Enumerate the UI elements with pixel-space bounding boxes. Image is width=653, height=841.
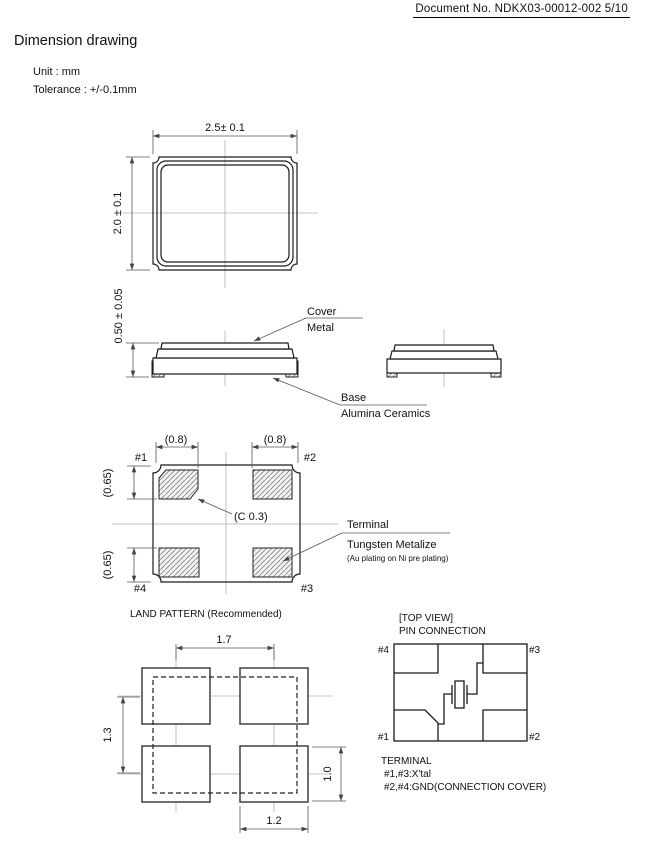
pin-connection-title: PIN CONNECTION <box>399 626 486 637</box>
terminal-pad-4 <box>159 548 199 577</box>
pin-connection <box>378 613 546 793</box>
pitch-vertical-text: 1.3 <box>102 727 114 743</box>
base-callout <box>273 378 431 420</box>
pin3-label: #3 <box>529 645 541 656</box>
pin3-label: #3 <box>300 583 314 595</box>
pad-width-right-text: (0.8) <box>263 434 287 446</box>
terminal-line1: #1,#3:X'tal <box>384 769 431 780</box>
base-material-label: Alumina Ceramics <box>341 408 431 420</box>
document-number: Document No. NDKX03-00012-002 5/10 <box>413 3 630 18</box>
pad-width-dimension-right <box>252 434 298 468</box>
base-body <box>153 358 297 374</box>
terminal-plating-label: (Au plating on Ni pre plating) <box>347 554 449 563</box>
pad-width-text: 1.2 <box>266 815 282 827</box>
crystal-body <box>455 681 464 708</box>
top-view-label: [TOP VIEW] <box>399 613 454 624</box>
chamfer-dim-text: (C 0.3) <box>234 511 268 523</box>
crystal-symbol <box>438 663 483 724</box>
tolerance-note: Tolerance : +/-0.1mm <box>33 84 137 96</box>
lid-top <box>394 345 494 351</box>
pad-height-bottom-text: (0.65) <box>102 550 114 580</box>
pad-height-text: 1.0 <box>322 766 334 782</box>
land-pad-top-left <box>142 668 210 724</box>
lid-flange <box>390 351 498 359</box>
pin1-label: #1 <box>134 452 148 464</box>
thickness-dim-text: 0.50 ± 0.05 <box>113 288 125 344</box>
pad-2-outline <box>483 710 527 741</box>
top-view <box>112 122 318 288</box>
package-outline <box>394 644 527 741</box>
bottom-view <box>102 434 450 595</box>
side-view-right <box>387 329 501 387</box>
height-dim-text: 2.0 ± 0.1 <box>112 191 124 235</box>
base-label: Base <box>341 392 367 404</box>
pad-width-dimension-left <box>156 434 198 468</box>
pitch-horizontal-text: 1.7 <box>216 634 232 646</box>
width-dim-text: 2.5± 0.1 <box>205 122 245 134</box>
page-title: Dimension drawing <box>14 33 138 49</box>
trace-to-pin3 <box>467 663 483 694</box>
pin2-label: #2 <box>529 732 541 743</box>
terminal-material-label: Tungsten Metalize <box>347 539 437 551</box>
chamfer-callout <box>198 499 268 523</box>
terminal-label: Terminal <box>347 519 389 531</box>
pin4-label: #4 <box>133 583 147 595</box>
land-pattern-title: LAND PATTERN (Recommended) <box>130 609 282 620</box>
terminal-pad-1 <box>159 470 198 499</box>
pitch-vertical-dimension <box>102 697 140 773</box>
pad-4-outline <box>394 644 438 673</box>
pad-height-top-text: (0.65) <box>102 468 114 498</box>
pad-height-dimension-bottom <box>102 548 157 582</box>
pin1-label: #1 <box>377 732 389 743</box>
cover-callout <box>254 306 363 341</box>
terminal-callout <box>283 519 450 563</box>
side-view-front <box>113 289 298 386</box>
pin4-label: #4 <box>377 645 389 656</box>
base-body <box>387 359 501 373</box>
height-dimension <box>112 157 150 270</box>
cover-material-label: Metal <box>307 322 334 334</box>
cover-label: Cover <box>307 306 337 318</box>
terminal-pad-3 <box>253 548 292 577</box>
pad-1-outline <box>394 710 438 741</box>
pad-width-left-text: (0.8) <box>164 434 188 446</box>
pad-height-dimension-top <box>102 466 157 499</box>
terminal-line2: #2,#4:GND(CONNECTION COVER) <box>384 782 547 793</box>
pad-3-outline <box>483 644 527 673</box>
terminal-heading: TERMINAL <box>381 756 432 767</box>
lid-flange <box>156 349 294 358</box>
pin2-label: #2 <box>303 452 317 464</box>
trace-to-pin1 <box>438 694 452 724</box>
unit-note: Unit : mm <box>33 66 81 78</box>
lid-top <box>161 343 289 349</box>
land-pattern <box>102 609 346 833</box>
terminal-pad-2 <box>253 470 292 499</box>
pitch-horizontal-dimension <box>176 634 274 660</box>
